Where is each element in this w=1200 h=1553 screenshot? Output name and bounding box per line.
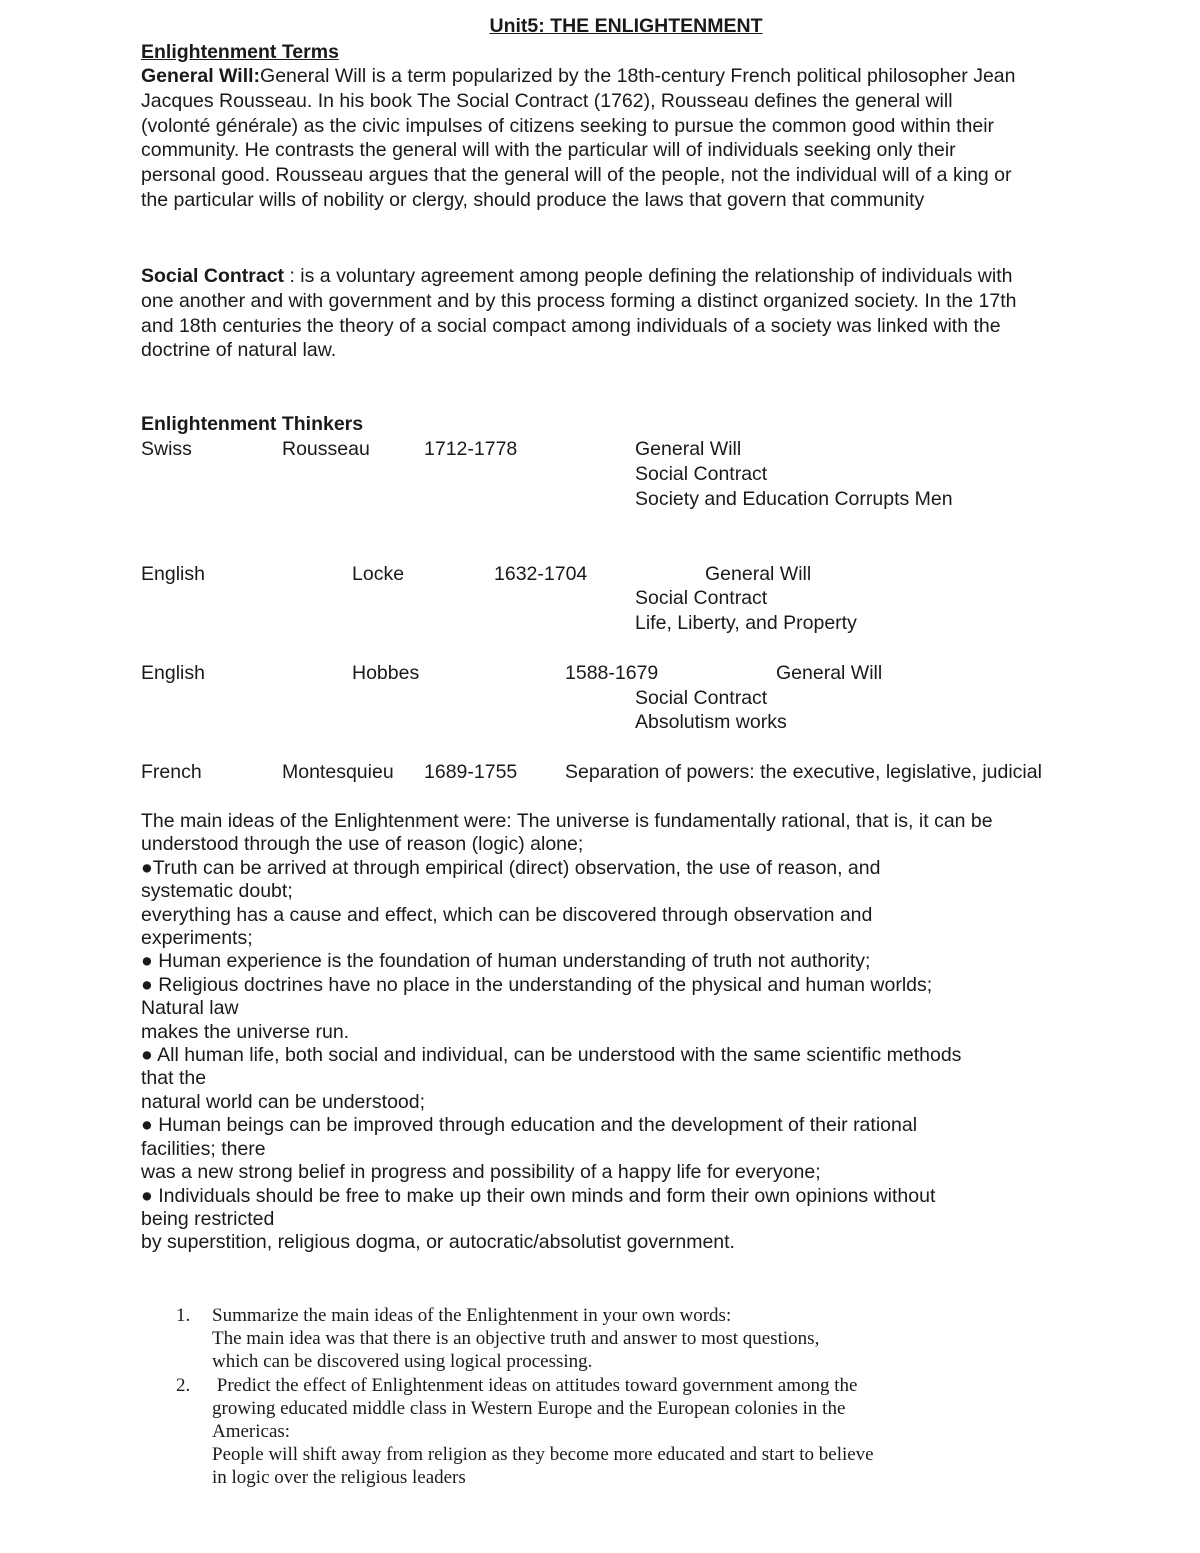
social-contract-term: Social Contract [141,265,285,287]
general-will-text: General Will is a term popularized by the 18th-century French political philosopher Jean [260,65,1016,87]
answer-line: in logic over the religious leaders [212,1467,466,1488]
thinker-nationality: French [141,761,202,783]
main-ideas-line: understood through the use of reason (logic) alone; [141,833,584,856]
main-ideas-line: ● Human beings can be improved through education and the development of their rational [141,1114,918,1137]
page-title: Unit5: THE ENLIGHTENMENT [489,15,763,37]
thinker-years: 1588-1679 [565,662,659,684]
thinkers-heading: Enlightenment Thinkers [141,413,364,435]
general-will-term: General Will: [141,65,261,87]
main-ideas-line: being restricted [141,1207,275,1230]
main-ideas-line: by superstition, religious dogma, or autocratic/absolutist government. [141,1231,735,1254]
thinker-idea: General Will [776,662,883,684]
main-ideas-line: Natural law [141,997,239,1020]
thinker-name: Hobbes [352,662,420,684]
question-line: Americas: [212,1421,291,1442]
social-contract-line [141,264,1016,289]
main-ideas-line: systematic doubt; [141,880,293,903]
general-will-paragraph [141,64,1016,213]
social-contract-paragraph [141,264,1016,363]
thinker-nationality: English [141,563,205,585]
main-ideas-line: experiments; [141,927,253,950]
thinker-idea: Social Contract [635,463,768,485]
thinker-years: 1689-1755 [424,761,518,783]
question-line: growing educated middle class in Western Europe and the European colonies in the [212,1398,846,1419]
question-line: Summarize the main ideas of the Enlightenment in your own words: [212,1305,732,1326]
thinker-name: Locke [352,563,405,585]
main-ideas [141,810,993,1255]
thinker-idea: Society and Education Corrupts Men [635,488,953,510]
thinker-idea: General Will [635,438,742,460]
thinker-idea: Social Contract [635,687,768,709]
thinker-idea: Life, Liberty, and Property [635,612,857,634]
thinker-years: 1632-1704 [494,563,588,585]
main-ideas-line: that the [141,1067,207,1090]
general-will-line: personal good. Rousseau argues that the general will of the people, not the individual will of a king or [141,164,1012,187]
social-contract-line: and 18th centuries the theory of a social compact among individuals of a society was linked with the [141,314,1001,337]
social-contract-line: one another and with government and by this process forming a distinct organized society. In the 17th [141,289,1017,312]
thinker-idea: Separation of powers: the executive, legislative, judicial [565,761,1042,783]
main-ideas-line: facilities; there [141,1137,266,1160]
general-will-line: community. He contrasts the general will with the particular will of individuals seeking only their [141,139,956,162]
thinker-idea: Absolutism works [635,711,787,733]
main-ideas-line: ● All human life, both social and individual, can be understood with the same scientific methods [141,1044,962,1067]
thinker-idea: General Will [705,563,812,585]
answer-line: which can be discovered using logical processing. [212,1351,593,1372]
social-contract-line: doctrine of natural law. [141,339,337,362]
main-ideas-line: was a new strong belief in progress and possibility of a happy life for everyone; [141,1161,821,1184]
main-ideas-line: ● Individuals should be free to make up their own minds and form their own opinions without [141,1184,936,1207]
question-number: 1. [176,1305,191,1326]
thinker-years: 1712-1778 [424,438,518,460]
question-line: Predict the effect of Enlightenment ideas on attitudes toward government among the [212,1375,858,1396]
main-ideas-line: ● Human experience is the foundation of human understanding of truth not authority; [141,950,871,973]
answer-line: The main idea was that there is an objective truth and answer to most questions, [212,1328,820,1349]
main-ideas-line: natural world can be understood; [141,1090,426,1113]
thinker-idea: Social Contract [635,587,768,609]
general-will-line: Jacques Rousseau. In his book The Social Contract (1762), Rousseau defines the general will [141,89,953,112]
general-will-line [141,64,1016,89]
thinker-nationality: Swiss [141,438,192,460]
main-ideas-line: ● Religious doctrines have no place in the understanding of the physical and human worlds; [141,973,933,996]
main-ideas-line: makes the universe run. [141,1020,350,1043]
thinker-name: Montesquieu [282,761,394,783]
social-contract-text: : is a voluntary agreement among people defining the relationship of individuals with [284,265,1013,287]
main-ideas-line: everything has a cause and effect, which can be discovered through observation and [141,903,873,926]
general-will-line: (volonté générale) as the civic impulses of citizens seeking to pursue the common good within their [141,114,995,137]
thinker-name: Rousseau [282,438,370,460]
thinker-nationality: English [141,662,205,684]
terms-heading: Enlightenment Terms [141,41,339,63]
general-will-line: the particular wills of nobility or clergy, should produce the laws that govern that community [141,188,925,211]
answer-line: People will shift away from religion as they become more educated and start to believe [212,1444,874,1465]
main-ideas-line: The main ideas of the Enlightenment were: The universe is fundamentally rational, that is, it can be [141,810,993,832]
question-number: 2. [176,1375,191,1396]
main-ideas-line: ●Truth can be arrived at through empirical (direct) observation, the use of reason, and [141,856,881,879]
